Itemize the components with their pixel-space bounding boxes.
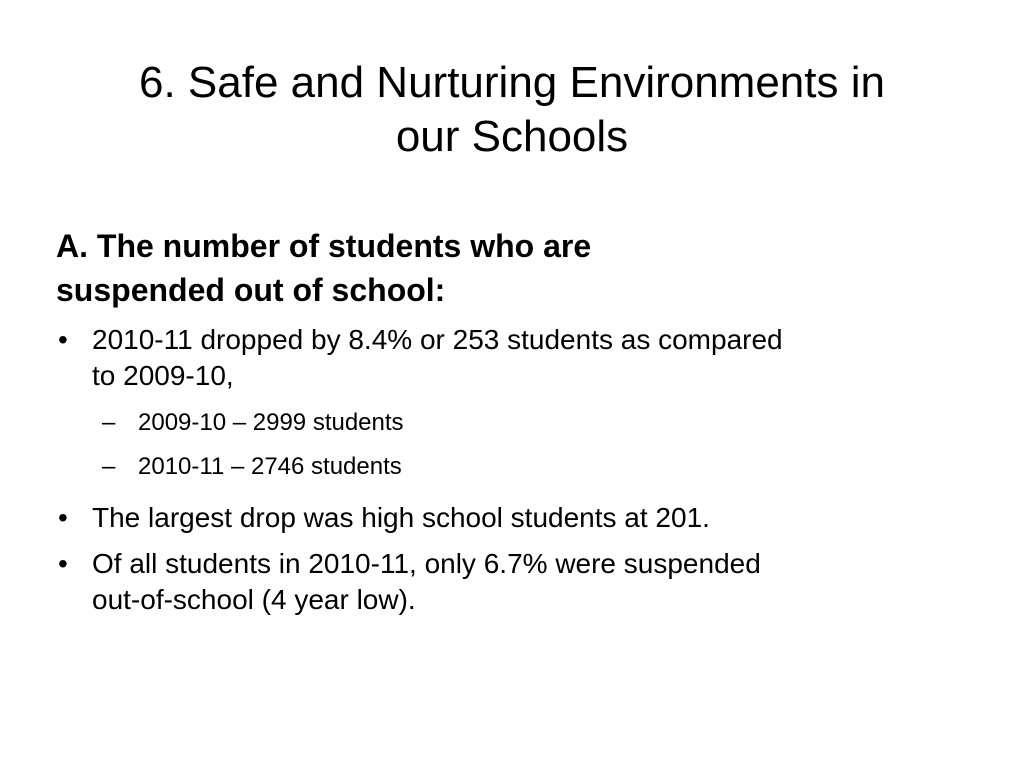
bullet-item-1 [56,322,966,394]
section-heading [56,224,966,312]
title-line-2: our Schools [395,112,629,161]
bullet-2-line-1: The largest drop was high school students at 201. [92,502,710,533]
bullet-item-3 [56,546,966,618]
slide-title [40,56,984,164]
bullet-3-line-2: out-of-school (4 year low). [92,584,416,615]
bullet-3-line-1: Of all students in 2010-11, only 6.7% were suspended [92,548,761,579]
bullet-marker: • [58,502,68,533]
bullet-1-line-2: to 2009-10, [92,360,234,391]
slide-body [56,224,966,628]
bullet-marker: • [58,548,68,579]
bullet-item-2 [56,500,966,536]
sub-bullet-item-1 [56,408,966,438]
sub-bullet-marker: – [102,409,116,436]
sub-bullet-marker: – [102,453,116,480]
heading-line-2: suspended out of school: [56,272,446,308]
bullet-1-line-1: 2010-11 dropped by 8.4% or 253 students as compared [92,324,783,355]
sub-bullet-1-text: 2009-10 – 2999 students [138,409,404,436]
bullet-marker: • [58,324,68,355]
title-line-1: 6. Safe and Nurturing Environments in [139,58,885,107]
sub-bullet-item-2 [56,452,966,482]
sub-bullet-2-text: 2010-11 – 2746 students [138,453,402,480]
sub-bullet-list [56,408,966,482]
heading-line-1: A. The number of students who are [56,228,592,264]
